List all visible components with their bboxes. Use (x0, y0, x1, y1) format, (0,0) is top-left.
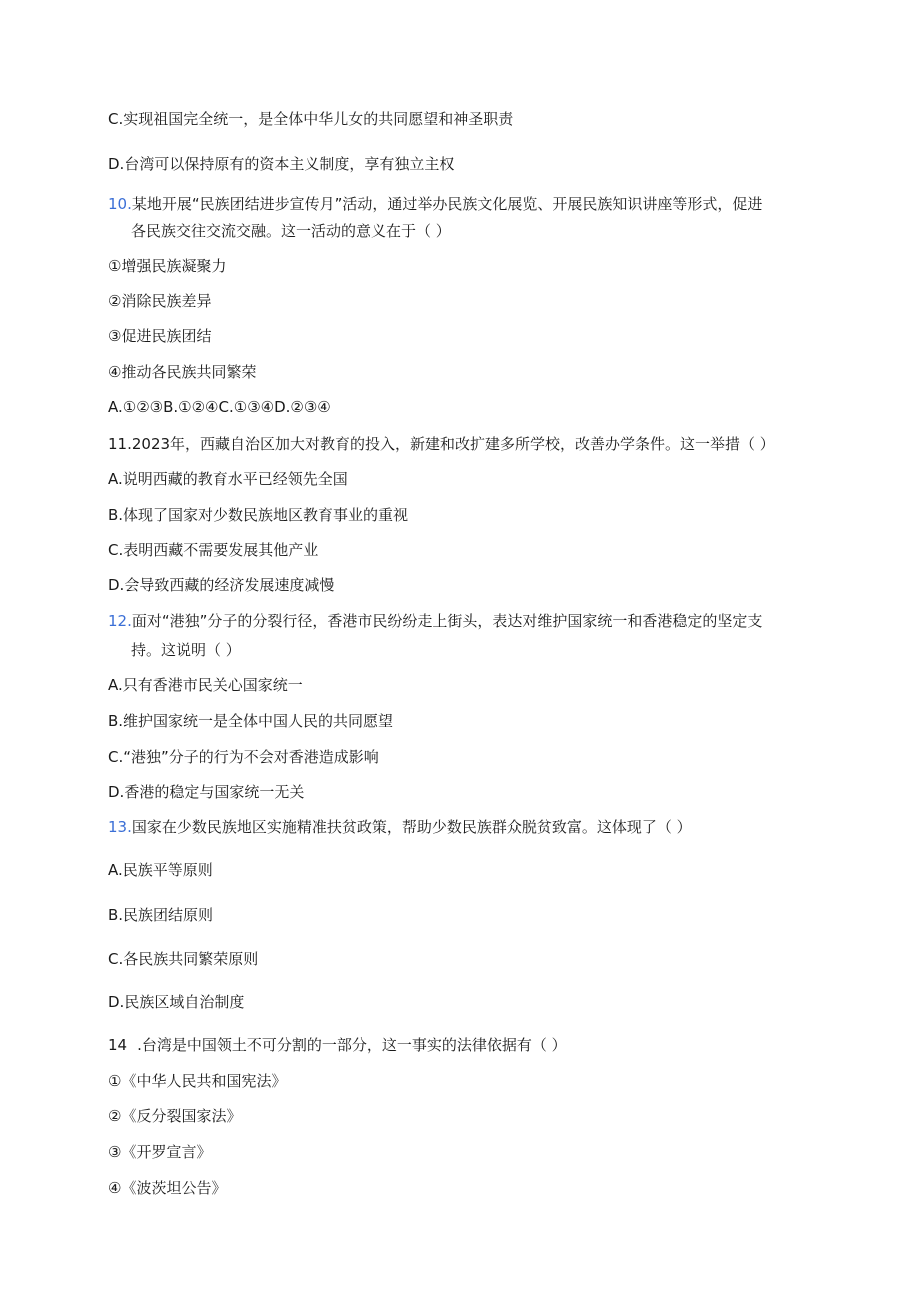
q12-number: 12. (108, 612, 132, 630)
q9-option-d: D.台湾可以保持原有的资本主义制度，享有独立主权 (108, 155, 455, 173)
q12-option-a: A.只有香港市民关心国家统一 (108, 676, 303, 694)
q12-option-b: B.维护国家统一是全体中国人民的共同愿望 (108, 712, 394, 730)
q13-option-b: B.民族团结原则 (108, 906, 214, 924)
q12-option-c: C.“港独”分子的行为不会对香港造成影响 (108, 748, 379, 766)
q10-stem-line1 (108, 193, 762, 215)
q10-item-1: ①增强民族凝聚力 (108, 257, 227, 275)
q10-item-2: ②消除民族差异 (108, 292, 212, 310)
q11-stem: 11.2023年，西藏自治区加大对教育的投入，新建和改扩建多所学校，改善办学条件。这一举措（ ） (108, 435, 775, 453)
q14-stem (108, 1034, 567, 1056)
q12-stem-line1 (108, 610, 762, 632)
q12-option-d: D.香港的稳定与国家统一无关 (108, 783, 305, 801)
q10-choices: A.①②③B.①②④C.①③④D.②③④ (108, 398, 331, 416)
q13-option-d: D.民族区域自治制度 (108, 993, 245, 1011)
q14-item-4: ④《波茨坦公告》 (108, 1179, 227, 1197)
q14-item-2: ②《反分裂国家法》 (108, 1107, 242, 1125)
q11-option-d: D.会导致西藏的经济发展速度减慢 (108, 576, 335, 594)
q10-number: 10. (108, 195, 132, 213)
q10-stem-text: 某地开展“民族团结进步宣传月”活动，通过举办民族文化展览、开展民族知识讲座等形式，促进 (131, 195, 763, 213)
q13-option-a: A.民族平等原则 (108, 861, 213, 879)
q11-option-b: B.体现了国家对少数民族地区教育事业的重视 (108, 506, 409, 524)
q10-stem-line2: 各民族交往交流交融。这一活动的意义在于（ ） (131, 222, 451, 240)
q13-stem (108, 816, 692, 838)
q13-option-c: C.各民族共同繁荣原则 (108, 950, 259, 968)
q13-stem-text: 国家在少数民族地区实施精准扶贫政策，帮助少数民族群众脱贫致富。这体现了（ ） (131, 818, 692, 836)
q10-item-3: ③促进民族团结 (108, 327, 212, 345)
q14-number: 14 (108, 1036, 128, 1054)
q9-option-c: C.实现祖国完全统一，是全体中华儿女的共同愿望和神圣职责 (108, 110, 514, 128)
q14-stem-text: .台湾是中国领土不可分割的一部分，这一事实的法律依据有（ ） (137, 1036, 567, 1054)
q13-number: 13. (108, 818, 132, 836)
q11-option-a: A.说明西藏的教育水平已经领先全国 (108, 470, 348, 488)
q12-stem-text: 面对“港独”分子的分裂行径，香港市民纷纷走上街头，表达对维护国家统一和香港稳定的坚定支 (131, 612, 763, 630)
q14-item-3: ③《开罗宣言》 (108, 1143, 212, 1161)
q12-stem-line2: 持。这说明（ ） (131, 641, 241, 659)
q11-option-c: C.表明西藏不需要发展其他产业 (108, 541, 319, 559)
q10-item-4: ④推动各民族共同繁荣 (108, 363, 257, 381)
q14-item-1: ①《中华人民共和国宪法》 (108, 1072, 287, 1090)
